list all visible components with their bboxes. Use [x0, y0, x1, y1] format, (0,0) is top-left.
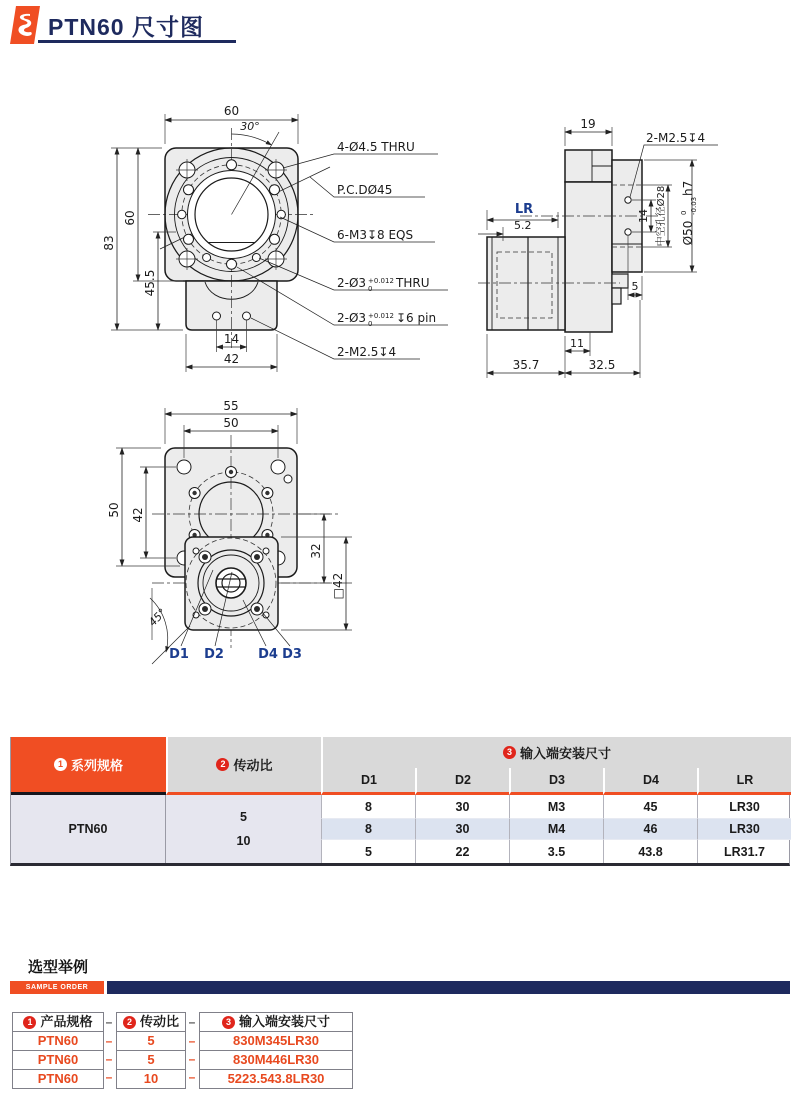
side-callout-tapped: 2-M2.5↧4 — [646, 131, 706, 145]
side-dim-motor-len: 35.7 — [512, 358, 540, 372]
sample-order-cell: 10 — [117, 1069, 185, 1088]
spec-ratio-2: 10 — [236, 834, 251, 848]
sample-order-col-ratio — [116, 1012, 186, 1089]
spec-subheader-d3: D3 — [509, 768, 603, 795]
side-dim-hole-spacing: 14 — [637, 209, 650, 223]
spec-subheader-lr: LR — [697, 768, 791, 795]
spec-header-ratio-label: 传动比 — [233, 758, 273, 773]
front-view-drawing — [102, 104, 448, 372]
sample-order-header — [200, 1013, 352, 1031]
side-dim-body-len: 32.5 — [588, 358, 616, 372]
circled-number-2: 2 — [123, 1016, 136, 1029]
spec-header-group-label: 输入端安装尺寸 — [519, 746, 611, 761]
spec-cell: 3.5 — [509, 840, 603, 863]
spec-cell: 8 — [321, 818, 415, 840]
sample-order-cell: PTN60 — [13, 1031, 103, 1050]
side-flange-dia-base: Ø50 — [681, 220, 695, 246]
front-callout-dowel-pin: 2-Ø3 — [337, 311, 367, 325]
front-callout-tapped: 6-M3↧8 EQS — [337, 228, 414, 242]
front-dim-height-total: 83 — [102, 235, 116, 251]
side-flange-dia-suffix: h7 — [681, 180, 695, 196]
sample-order-title: 选型举例 — [28, 959, 89, 976]
bottom-dim-angle: 45° — [146, 606, 170, 630]
front-dim-height-lower: 45.5 — [143, 269, 157, 297]
front-callout-dowel-pin-suffix: ↧6 pin — [396, 311, 437, 325]
side-view-drawing — [478, 117, 718, 378]
side-dim-lr: LR — [514, 202, 534, 217]
spec-header-series-label: 系列规格 — [70, 758, 123, 773]
side-flange-dia-label — [680, 181, 698, 246]
front-callout-dowel-thru-sup: +0.012 — [368, 277, 394, 285]
spec-header-group — [321, 737, 791, 768]
side-dim-step: 11 — [570, 337, 584, 350]
bottom-label-d2: D2 — [204, 647, 224, 662]
sample-order-cell: 830M446LR30 — [200, 1050, 352, 1069]
spec-subheader-d1: D1 — [321, 768, 415, 795]
spec-header-series — [11, 737, 166, 795]
page-title: PTN60 尺寸图 — [48, 14, 204, 40]
circled-number-3: 3 — [503, 746, 516, 759]
side-flange-dia-sub: -0.03 — [690, 196, 698, 215]
bottom-dim-top-outer: 55 — [223, 399, 239, 413]
bottom-label-d1: D1 — [169, 647, 189, 662]
spec-series-value: PTN60 — [11, 795, 166, 863]
spec-table — [10, 737, 790, 866]
spec-subheader-d4: D4 — [603, 768, 697, 795]
dash-separator: – — [105, 1070, 113, 1084]
sample-order-cell: 5 — [117, 1031, 185, 1050]
bottom-dim-right-offset: 32 — [309, 543, 323, 559]
sample-order-header — [117, 1013, 185, 1031]
bottom-label-d4: D4 — [258, 647, 278, 662]
front-callout-dowel-thru-sub: 0 — [368, 285, 373, 293]
spec-header-ratio — [166, 737, 321, 795]
spec-subheader-d2: D2 — [415, 768, 509, 795]
spec-cell: M4 — [509, 818, 603, 840]
bottom-dim-left-outer: 50 — [107, 502, 121, 518]
dash-separator: – — [105, 1052, 113, 1066]
sample-order-subtitle: SAMPLE ORDER — [10, 981, 104, 994]
front-dim-height-body: 60 — [123, 210, 137, 226]
sample-order-cell: PTN60 — [13, 1069, 103, 1088]
side-dim-top: 19 — [580, 117, 596, 131]
front-callout-dowel-thru: 2-Ø3 — [337, 276, 367, 290]
dash-separator: – — [188, 1034, 196, 1048]
dash-separator: – — [105, 1015, 113, 1029]
spec-cell: 43.8 — [603, 840, 697, 863]
front-callout-tapped-small: 2-M2.5↧4 — [337, 345, 397, 359]
sample-order-header — [13, 1013, 103, 1031]
sample-order-header-label: 输入端安装尺寸 — [238, 1014, 330, 1029]
sample-order-cell: 830M345LR30 — [200, 1031, 352, 1050]
dash-separator: – — [188, 1070, 196, 1084]
spec-ratio-values — [166, 795, 321, 863]
sample-order-navy-bar — [107, 981, 790, 994]
bottom-dim-top-inner: 50 — [223, 416, 239, 430]
sample-order-cell: 5223.543.8LR30 — [200, 1069, 352, 1088]
dash-separator: – — [188, 1015, 196, 1029]
bottom-view-drawing — [107, 399, 352, 664]
spec-cell: 5 — [321, 840, 415, 863]
spec-cell: 30 — [415, 818, 509, 840]
side-label-hollow-bore: 中空孔径Ø28 — [656, 185, 667, 247]
front-dim-angle: 30° — [240, 120, 260, 133]
sample-order-header-label: 产品规格 — [40, 1014, 93, 1029]
sample-order-header-label: 传动比 — [139, 1014, 179, 1029]
spec-cell: 8 — [321, 795, 415, 818]
side-flange-dia-sup: 0 — [680, 210, 688, 215]
front-callout-pcd: P.C.DØ45 — [337, 183, 393, 197]
circled-number-1: 1 — [54, 758, 67, 771]
circled-number-1: 1 — [23, 1016, 36, 1029]
front-dim-base-width: 42 — [223, 352, 240, 366]
sample-order-cell: PTN60 — [13, 1050, 103, 1069]
sample-order-col-product — [12, 1012, 104, 1089]
front-callout-dowel-pin-sup: +0.012 — [368, 312, 394, 320]
spec-cell: 22 — [415, 840, 509, 863]
spec-cell: 45 — [603, 795, 697, 818]
side-dim-hole-offset: 5 — [631, 280, 639, 293]
spec-cell: M3 — [509, 795, 603, 818]
side-dim-offset: 5.2 — [514, 219, 532, 232]
bottom-label-d3: D3 — [282, 647, 302, 662]
sample-order-col-input-dims — [199, 1012, 353, 1089]
dash-separator: – — [188, 1052, 196, 1066]
spec-cell: LR30 — [697, 818, 791, 840]
front-callout-corner-holes: 4-Ø4.5 THRU — [337, 140, 415, 154]
front-dim-top-width: 60 — [223, 104, 240, 118]
spec-cell: LR30 — [697, 795, 791, 818]
bottom-dim-left-inner: 42 — [131, 507, 145, 523]
spec-cell: 46 — [603, 818, 697, 840]
circled-number-2: 2 — [216, 758, 229, 771]
spec-cell: 30 — [415, 795, 509, 818]
front-dim-hole-spacing: 14 — [223, 332, 240, 346]
circled-number-3: 3 — [222, 1016, 235, 1029]
spec-ratio-1: 5 — [240, 810, 247, 824]
front-callout-dowel-thru-suffix: THRU — [396, 276, 430, 290]
spec-cell: LR31.7 — [697, 840, 791, 863]
bottom-dim-right-square: □42 — [331, 572, 345, 600]
sample-order-cell: 5 — [117, 1050, 185, 1069]
dash-separator: – — [105, 1034, 113, 1048]
front-callout-dowel-pin-sub: 0 — [368, 320, 373, 328]
